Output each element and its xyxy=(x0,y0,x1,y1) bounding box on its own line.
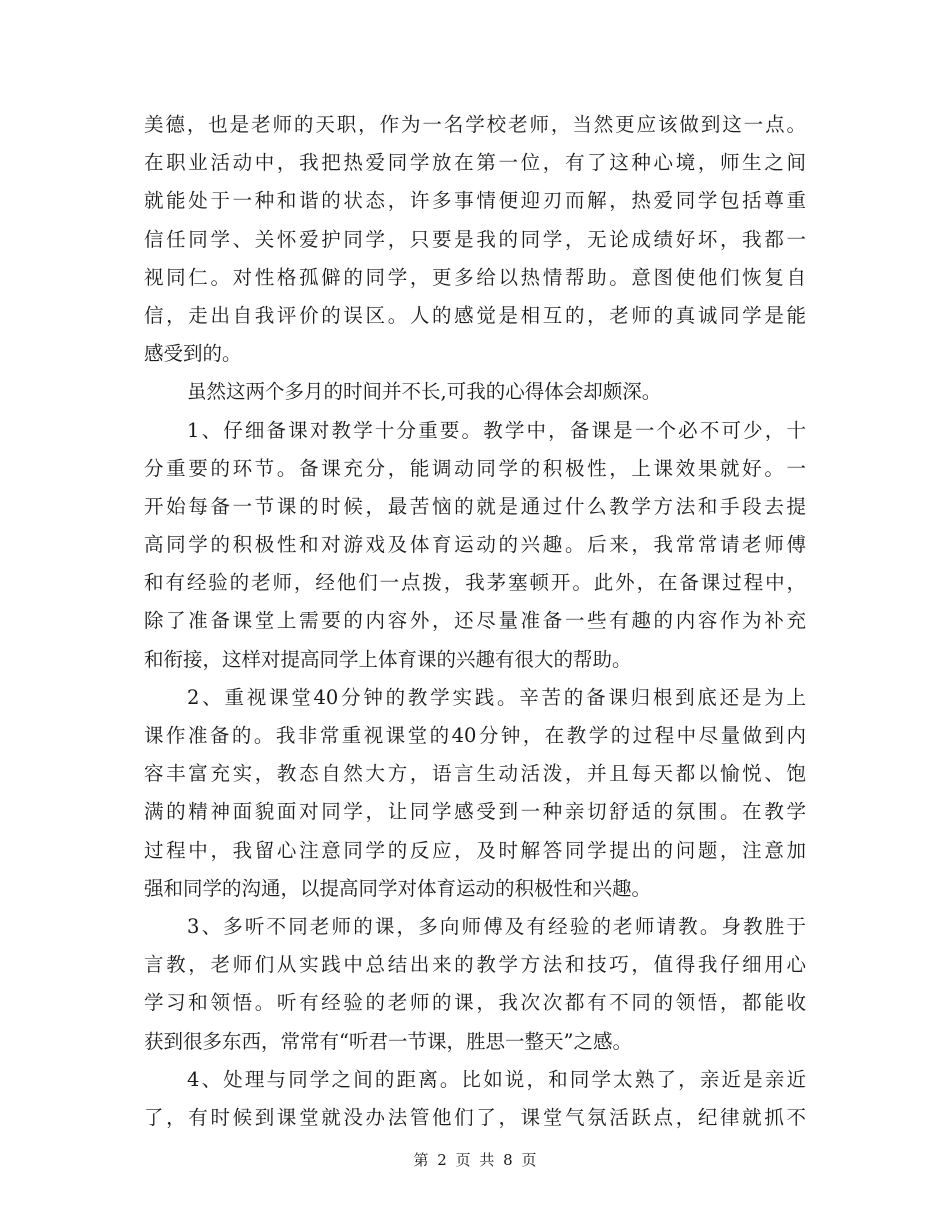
text-line: 信任同学、关怀爱护同学，只要是我的同学，无论成绩好坏，我都一 xyxy=(144,227,806,251)
text-line: 4、处理与同学之间的距离。比如说，和同学太熟了，亲近是亲近 xyxy=(187,1067,806,1091)
text-line: 和衔接，这样对提高同学上体育课的兴趣有很大的帮助。 xyxy=(144,647,632,671)
text-line: 满的精神面貌面对同学，让同学感受到一种亲切舒适的氛围。在教学 xyxy=(144,800,806,824)
text-line: 2、重视课堂40分钟的教学实践。辛苦的备课归根到底还是为上 xyxy=(187,685,806,709)
text-line: 高同学的积极性和对游戏及体育运动的兴趣。后来，我常常请老师傅 xyxy=(144,533,806,557)
text-line: 和有经验的老师，经他们一点拨，我茅塞顿开。此外，在备课过程中， xyxy=(144,571,806,595)
page-number-footer: 第 2 页 共 8 页 xyxy=(413,1151,537,1169)
text-line: 言教，老师们从实践中总结出来的教学方法和技巧，值得我仔细用心 xyxy=(144,953,806,977)
document-body xyxy=(144,106,806,1137)
text-line: 3、多听不同老师的课，多向师傅及有经验的老师请教。身教胜于 xyxy=(187,914,806,938)
text-line: 容丰富充实，教态自然大方，语言生动活泼，并且每天都以愉悦、饱 xyxy=(144,762,806,786)
text-line: 信，走出自我评价的误区。人的感觉是相互的，老师的真诚同学是能 xyxy=(144,303,806,327)
text-line: 在职业活动中，我把热爱同学放在第一位，有了这种心境，师生之间 xyxy=(144,151,806,175)
text-line: 学习和领悟。听有经验的老师的课，我次次都有不同的领悟，都能收 xyxy=(144,991,806,1015)
text-line: 了，有时候到课堂就没办法管他们了，课堂气氛活跃点，纪律就抓不 xyxy=(144,1105,806,1129)
text-line: 虽然这两个多月的时间并不长,可我的心得体会却颇深。 xyxy=(187,380,662,404)
text-line: 1、仔细备课对教学十分重要。教学中，备课是一个必不可少，十 xyxy=(187,418,806,442)
text-line: 分重要的环节。备课充分，能调动同学的积极性，上课效果就好。一 xyxy=(144,456,806,480)
text-line: 过程中，我留心注意同学的反应，及时解答同学提出的问题，注意加 xyxy=(144,838,806,862)
text-line: 除了准备课堂上需要的内容外，还尽量准备一些有趣的内容作为补充 xyxy=(144,609,806,633)
text-line: 获到很多东西，常常有“听君一节课，胜思一整天”之感。 xyxy=(144,1029,632,1053)
text-line: 课作准备的。我非常重视课堂的40分钟，在教学的过程中尽量做到内 xyxy=(144,724,806,747)
text-line: 就能处于一种和谐的状态，许多事情便迎刃而解，热爱同学包括尊重 xyxy=(144,189,806,213)
text-line: 开始每备一节课的时候，最苦恼的就是通过什么教学方法和手段去提 xyxy=(144,494,806,518)
text-line: 强和同学的沟通，以提高同学对体育运动的积极性和兴趣。 xyxy=(144,876,652,900)
text-line: 美德，也是老师的天职，作为一名学校老师，当然更应该做到这一点。 xyxy=(144,113,806,136)
text-line: 感受到的。 xyxy=(144,342,242,366)
text-line: 视同仁。对性格孤僻的同学，更多给以热情帮助。意图使他们恢复自 xyxy=(144,265,806,289)
